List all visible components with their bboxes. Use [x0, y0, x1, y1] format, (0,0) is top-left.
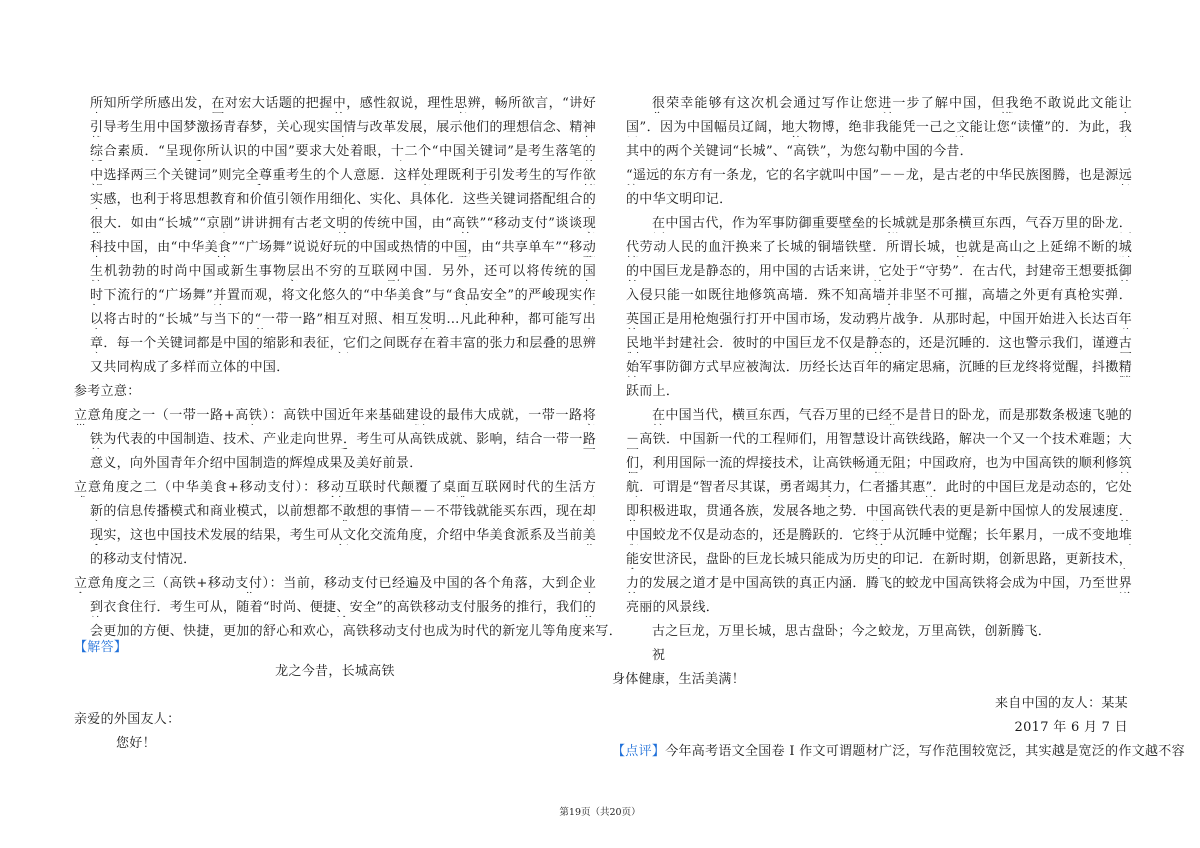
essay-line: 国”．因为中国幅员辽阔，地大物博，绝非我能凭一己之文能让您“读懂”的．为此，我 [626, 120, 1132, 135]
essay-line: －高铁．中国新一代的工程师们，用智慧设计高铁线路，解决一个又一个技术难题；大 [626, 432, 1132, 447]
reference-heading: 参考立意： [74, 384, 141, 399]
closing-zhu: 祝 [652, 648, 666, 663]
essay-line: 力的发展之道才是中国高铁的真正内涵．腾飞的蛟龙中国高铁将会成为中国，乃至世界 [626, 576, 1132, 591]
idea-line: 铁为代表的中国制造、技术、产业走向世界．考生可从高铁成就、影响，结合一带一路 [90, 432, 596, 447]
paragraph-line: 实感，也利于将思想教育和价值引领作用细化、实化、具体化．这些关键词搭配组合的 [90, 192, 596, 207]
page-number-footer: 第19页（共20页） [559, 807, 641, 818]
paragraph-line: 时下流行的“广场舞”并置而观，将文化悠久的“中华美食”与“食品安全”的严峻现实作 [90, 288, 596, 303]
idea-line: 立意角度之一（一带一路+高铁）：高铁中国近年来基础建设的最伟大成就，一带一路将 [74, 408, 596, 423]
idea-line: 会更加的方便、快捷，更加的舒心和欢心，高铁移动支付也成为时代的新宠儿等角度来写． [90, 624, 623, 639]
essay-line: 的中华文明印记． [626, 192, 733, 207]
idea-line: 意义，向外国青年介绍中国制造的辉煌成果及美好前景． [90, 456, 423, 471]
paragraph-line: 以将古时的“长城”与当下的“一带一路”相互对照、相互发明…凡此种种，都可能写出 [90, 312, 596, 327]
comment-tag: 【点评】 [612, 744, 666, 759]
comment-text: 今年高考语文全国卷 I 作文可谓题材广泛，写作范围较宽泛，其实越是宽泛的作文越不容 [665, 744, 1185, 759]
paragraph-line: 章．每一个关键词都是中国的缩影和表征，它们之间既存在着丰富的张力和层叠的思辨 [90, 336, 596, 351]
essay-title: 龙之今昔，长城高铁 [275, 664, 395, 679]
essay-line: 始军事防御方式早应被淘汰．历经长达百年的痛定思痛，沉睡的巨龙终将觉醒，抖擞精 [626, 360, 1132, 375]
comment-line [612, 744, 1185, 760]
paragraph-line: 引导考生用中国梦激扬青春梦，关心现实国情与改革发展，展示他们的理想信念、精神 [90, 120, 596, 135]
essay-line: 民地半封建社会．彼时的中国巨龙不仅是静态的，还是沉睡的．这也警示我们，谨遵古 [626, 336, 1132, 351]
paragraph-line: 很大．如由“长城”“京剧”讲讲拥有古老文明的传统中国，由“高铁”“移动支付”谈谈现 [90, 216, 596, 231]
closing-wish: 身体健康，生活美满！ [612, 672, 746, 687]
paragraph-line: 中选择两三个关键词”则完全尊重考生的个人意愿．这样处理既利于引发考生的写作欲 [90, 168, 596, 183]
essay-line: 亮丽的风景线． [626, 600, 720, 615]
essay-line: 在中国当代，横亘东西，气吞万里的已经不是昔日的卧龙，而是那数条极速飞驰的 [652, 408, 1132, 423]
essay-line: 即积极进取，贯通各族，发展各地之势．中国高铁代表的更是新中国惊人的发展速度． [626, 504, 1132, 519]
essay-line: 英国正是用枪炮强行打开中国市场，发动鸦片战争．从那时起，中国开始进入长达百年 [626, 312, 1132, 327]
greeting: 您好！ [116, 736, 156, 751]
essay-line: 航．可谓是“智者尽其谋，勇者竭其力，仁者播其惠”．此时的中国巨龙是动态的，它处 [626, 480, 1132, 495]
essay-line: 能安世济民，盘卧的巨龙长城只能成为历史的印记．在新时期，创新思路，更新技术， [626, 552, 1132, 567]
essay-line: “遥远的东方有一条龙，它的名字就叫中国”－－龙，是古老的中华民族图腾，也是源远 [626, 168, 1132, 183]
essay-line: 入侵只能一如既往地修筑高墙．殊不知高墙并非坚不可摧，高墙之外更有真枪实弹． [626, 288, 1132, 303]
paragraph-line: 科技中国，由“中华美食”“广场舞”说说好玩的中国或热情的中国，由“共享单车”“移动 [90, 240, 596, 255]
idea-line: 到衣食住行．考生可从，随着“时尚、便捷、安全”的高铁移动支付服务的推行，我们的 [90, 600, 596, 615]
answer-tag: 【解答】 [74, 640, 128, 655]
essay-line: 其中的两个关键词“长城”、“高铁”，为您勾勒中国的今昔． [626, 144, 973, 159]
paragraph-line: 所知所学所感出发，在对宏大话题的把握中，感性叙说，理性思辨，畅所欲言，“讲好 [90, 96, 596, 111]
signature: 来自中国的友人：某某 [994, 696, 1128, 711]
essay-line: 们，利用国际一流的焊接技术，让高铁畅通无阻；中国政府，也为中国高铁的顺利修筑 [626, 456, 1132, 471]
essay-line: 跃而上． [626, 384, 680, 399]
essay-line: 在中国古代，作为军事防御重要壁垒的长城就是那条横亘东西，气吞万里的卧龙． [652, 216, 1132, 231]
essay-line: 中国蛟龙不仅是动态的，还是腾跃的．它终于从沉睡中觉醒；长年累月，一成不变地堆 [626, 528, 1132, 543]
paragraph-line: 综合素质．“呈现你所认识的中国”要求大处着眼，十二个“中国关键词”是考生落笔的 [90, 144, 596, 159]
paragraph-line: 又共同构成了多样而立体的中国． [90, 360, 290, 375]
idea-line: 新的信息传播模式和商业模式，以前想都不敢想的事情－－不带钱就能买东西，现在却 [90, 504, 596, 519]
idea-line: 现实，这也中国技术发展的结果，考生可从文化交流角度，介绍中华美食派系及当前美 [90, 528, 596, 543]
salutation: 亲爱的外国友人： [74, 712, 181, 727]
idea-line: 的移动支付情况． [90, 552, 197, 567]
letter-date: 2017 年 6 月 7 日 [1014, 720, 1128, 735]
essay-line: 的中国巨龙是静态的，用中国的古话来讲，它处于“守势”．在古代，封建帝王想要抵御 [626, 264, 1132, 279]
paragraph-line: 生机勃勃的时尚中国或新生事物层出不穷的互联网中国．另外，还可以将传统的国 [90, 264, 596, 279]
essay-line: 代劳动人民的血汗换来了长城的铜墙铁壁．所谓长城，也就是高山之上延绵不断的城 [626, 240, 1132, 255]
idea-line: 立意角度之二（中华美食+移动支付）：移动互联时代颠覆了桌面互联网时代的生活方 [74, 480, 596, 495]
essay-line: 古之巨龙，万里长城，思古盘卧；今之蛟龙，万里高铁，创新腾飞． [652, 624, 1052, 639]
essay-line: 很荣幸能够有这次机会通过写作让您进一步了解中国，但我绝不敢说此文能让 [652, 96, 1132, 111]
idea-line: 立意角度之三（高铁+移动支付）：当前，移动支付已经遍及中国的各个角落，大到企业 [74, 576, 596, 591]
